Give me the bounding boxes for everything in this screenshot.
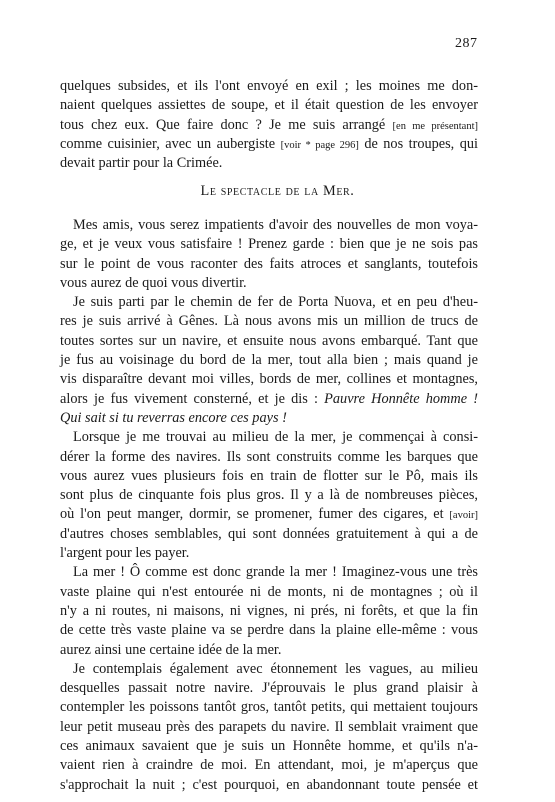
section-title: Le spectacle de la Mer. bbox=[200, 183, 355, 199]
quoted-exclamation: Pauvre Honnête homme ! bbox=[324, 390, 478, 407]
text-line: Je contemplais également avec étonnement les vagues, au milieu bbox=[73, 660, 478, 677]
text-line: res je suis arrivé à Gênes. Là nous avons mis un million de trucs de bbox=[60, 313, 478, 330]
page-number: 287 bbox=[455, 36, 478, 51]
text-line: vis disparaître devant moi villes, bords de mer, collines et montagnes, bbox=[60, 371, 478, 388]
text-line: vaste plaine qui n'est entourée ni de monts, ni de montagnes ; où il bbox=[60, 583, 478, 600]
quoted-exclamation: Qui sait si tu reverras encore ces pays ! bbox=[60, 409, 287, 426]
editorial-insertion: [avoir] bbox=[449, 510, 478, 522]
text-line: ge, et je veux vous satisfaire ! Prenez garde : bien que je ne sois pas bbox=[60, 236, 478, 253]
text-line: desquelles passait notre navire. J'éprouvais le plus grand plaisir à bbox=[60, 680, 478, 697]
text-line: de cette très vaste plaine va se perdre dans la plaine elle-même : vous bbox=[60, 622, 478, 639]
text-line: Lorsque je me trouvai au milieu de la mer, je commençai à consi- bbox=[73, 429, 478, 446]
text-line: quelques subsides, et ils l'ont envoyé en exil ; les moines me don- bbox=[60, 78, 478, 94]
text-line: vous aurez de quoi vous divertir. bbox=[60, 274, 247, 291]
text-line: naient quelques assiettes de soupe, et il était question de les envoyer bbox=[60, 97, 478, 114]
text-line: dérer la forme des navires. Ils sont construits comme les barques que bbox=[60, 448, 478, 465]
text-line: aurez ainsi une certaine idée de la mer. bbox=[60, 641, 282, 658]
text-line: alors je fus vivement consterné, et je dis : Pauvre Honnête homme ! bbox=[60, 390, 478, 407]
text-line: l'argent pour les payer. bbox=[60, 545, 190, 562]
text-line: d'autres choses semblables, qui sont données gratuitement à qui a de bbox=[60, 525, 478, 542]
text-line: sur le point de vous raconter des faits atroces et sanglants, toutefois bbox=[60, 255, 478, 272]
text-line: je fus au voisinage du bord de la mer, tout alla bien ; mais quand je bbox=[60, 352, 478, 369]
editorial-reference: [voir * page 296] bbox=[280, 139, 359, 151]
section-body bbox=[60, 216, 478, 795]
text-line: devait partir pour la Crimée. bbox=[60, 155, 223, 172]
text-line: où l'on peut manger, dormir, se promener, fumer des cigares, et [avoir] bbox=[60, 506, 478, 523]
text-line: vaient rien à craindre de moi. En attendant, moi, je m'aperçus que bbox=[60, 757, 478, 774]
editorial-insertion: [en me présentant] bbox=[392, 120, 478, 132]
text-line: tous chez eux. Que faire donc ? Je me suis arrangé [en me présentant] bbox=[60, 116, 478, 133]
text-line: contempler les poissons tantôt gros, tantôt petits, qui mettaient toujours bbox=[60, 699, 478, 716]
text-line: vous aurez vues plusieurs fois en train de flotter sur le Pô, mais ils bbox=[60, 467, 478, 484]
text-line: s'approchait la nuit ; c'est pourquoi, en abandonnant toute pensée et bbox=[60, 776, 478, 793]
text-line: ces animaux savaient que je suis un Honnête homme, et qu'ils n'a- bbox=[60, 738, 478, 755]
text-line: Je suis parti par le chemin de fer de Porta Nuova, et en peu d'heu- bbox=[73, 294, 478, 311]
text-line: Mes amis, vous serez impatients d'avoir des nouvelles de mon voya- bbox=[73, 217, 478, 233]
text-line: n'y a ni routes, ni maisons, ni vignes, ni prés, ni forêts, et que la fin bbox=[60, 602, 478, 619]
text-line: toutes sortes sur un navire, et ensuite nous avons embarqué. Tant que bbox=[60, 332, 478, 349]
text-line: La mer ! Ô comme est donc grande la mer ! Imaginez-vous une très bbox=[73, 564, 478, 581]
paragraph-continued bbox=[60, 77, 478, 173]
text-line: leur petit museau près des parapets du navire. Il semblait vraiment que bbox=[60, 718, 478, 735]
text-line bbox=[60, 409, 478, 428]
text-line: comme cuisinier, avec un aubergiste [voir * page 296] de nos troupes, qui bbox=[60, 135, 478, 152]
text-line: sont plus de cinquante fois plus gros. Il y a là de nombreuses pièces, bbox=[60, 487, 478, 504]
